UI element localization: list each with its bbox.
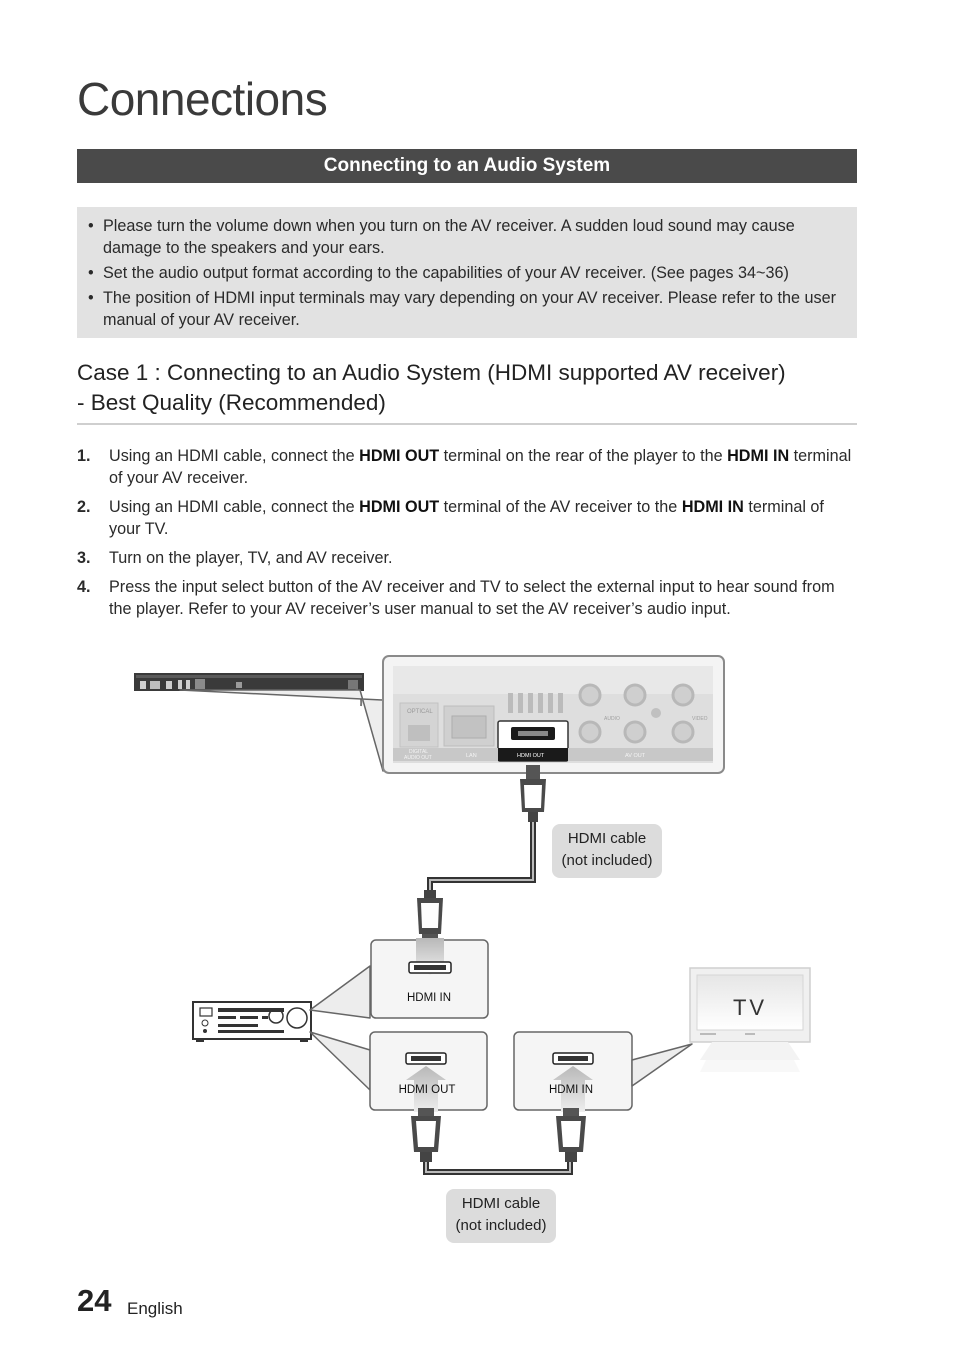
step-item bbox=[77, 496, 859, 540]
player-callout bbox=[180, 690, 383, 771]
notes-box bbox=[77, 207, 857, 338]
hdmi-out-port-label: HDMI OUT bbox=[517, 753, 545, 759]
tv-callout bbox=[632, 1044, 692, 1086]
step-term: HDMI OUT bbox=[359, 498, 440, 516]
step-number: 1. bbox=[77, 447, 91, 465]
step-item bbox=[77, 576, 859, 620]
step-number: 2. bbox=[77, 498, 91, 516]
cable-label-1 bbox=[552, 824, 662, 878]
step-text: Using an HDMI cable, connect the bbox=[109, 447, 360, 465]
tv-hdmi-in-port bbox=[514, 1032, 632, 1112]
hdmi-cable-2 bbox=[411, 1108, 586, 1172]
receiver-hdmi-in-label: HDMI IN bbox=[406, 992, 452, 1004]
note-item: • Please turn the volume down when you turn on the AV receiver. A sudden loud sound may cause damage to the speakers and your ears. bbox=[103, 215, 837, 259]
receiver-hdmi-out-port bbox=[370, 1032, 487, 1112]
lan-label: LAN bbox=[466, 753, 477, 759]
case-title-rule bbox=[77, 423, 857, 425]
step-text: Turn on the player, TV, and AV receiver. bbox=[109, 549, 393, 567]
step-text: Using an HDMI cable, connect the bbox=[109, 498, 360, 516]
step-text: terminal of your TV. bbox=[109, 498, 824, 538]
step-number: 3. bbox=[77, 549, 91, 567]
cable-label-line: HDMI cable bbox=[461, 1195, 541, 1212]
av-receiver bbox=[193, 1002, 311, 1042]
case-title-line-2: - Best Quality (Recommended) bbox=[77, 390, 386, 415]
steps-list bbox=[77, 445, 859, 627]
player-rear-panel bbox=[383, 656, 724, 773]
step-text: terminal of your AV receiver. bbox=[109, 447, 852, 487]
audio-out-label: AUDIO OUT bbox=[404, 755, 432, 761]
receiver-callout-in bbox=[310, 966, 370, 1018]
connection-diagram bbox=[0, 640, 954, 1260]
step-item bbox=[77, 445, 859, 489]
step-term: HDMI OUT bbox=[359, 447, 440, 465]
tv-hdmi-in-label: HDMI IN bbox=[548, 1084, 594, 1096]
step-text: terminal of the AV receiver to the bbox=[439, 498, 682, 516]
tv-label: TV bbox=[732, 995, 768, 1020]
cable-label-line: (not included) bbox=[455, 1217, 547, 1234]
video-label: VIDEO bbox=[692, 716, 708, 722]
case-title-line-1: Case 1 : Connecting to an Audio System (HDMI supported AV receiver) bbox=[77, 360, 786, 385]
cable-label-line: HDMI cable bbox=[567, 830, 647, 847]
audio-label: AUDIO bbox=[604, 716, 620, 722]
receiver-hdmi-in-port bbox=[371, 938, 488, 1018]
step-text: terminal on the rear of the player to the bbox=[439, 447, 728, 465]
page-language: English bbox=[127, 1299, 183, 1318]
step-term: HDMI IN bbox=[681, 498, 744, 516]
av-out-label: AV OUT bbox=[625, 753, 646, 759]
receiver-callout-out bbox=[310, 1032, 370, 1090]
section-heading: Connecting to an Audio System bbox=[77, 149, 857, 183]
cable-label-2 bbox=[446, 1189, 556, 1243]
hdmi-cable-1 bbox=[417, 765, 546, 946]
page-number: 24 bbox=[77, 1283, 112, 1318]
notes-list bbox=[103, 215, 837, 331]
receiver-hdmi-out-label: HDMI OUT bbox=[398, 1084, 456, 1096]
step-number: 4. bbox=[77, 578, 91, 596]
optical-label: OPTICAL bbox=[407, 709, 433, 715]
page-title: Connections bbox=[77, 73, 328, 125]
case-title bbox=[77, 358, 857, 418]
note-item: • The position of HDMI input terminals may vary depending on your AV receiver. Please refer to the user manual of your AV receiver. bbox=[103, 287, 837, 331]
note-item: • Set the audio output format according to the capabilities of your AV receiver. (See pages 34~36) bbox=[103, 262, 837, 284]
step-term: HDMI IN bbox=[727, 447, 790, 465]
tv bbox=[690, 968, 810, 1072]
step-item bbox=[77, 547, 859, 569]
cable-label-line: (not included) bbox=[561, 852, 653, 869]
step-text: Press the input select button of the AV receiver and TV to select the external input to hear sound from the player. Refer to your AV receiver’s user manual to set the AV receiver’s audio input. bbox=[109, 578, 835, 618]
digital-label: DIGITAL bbox=[409, 749, 429, 755]
